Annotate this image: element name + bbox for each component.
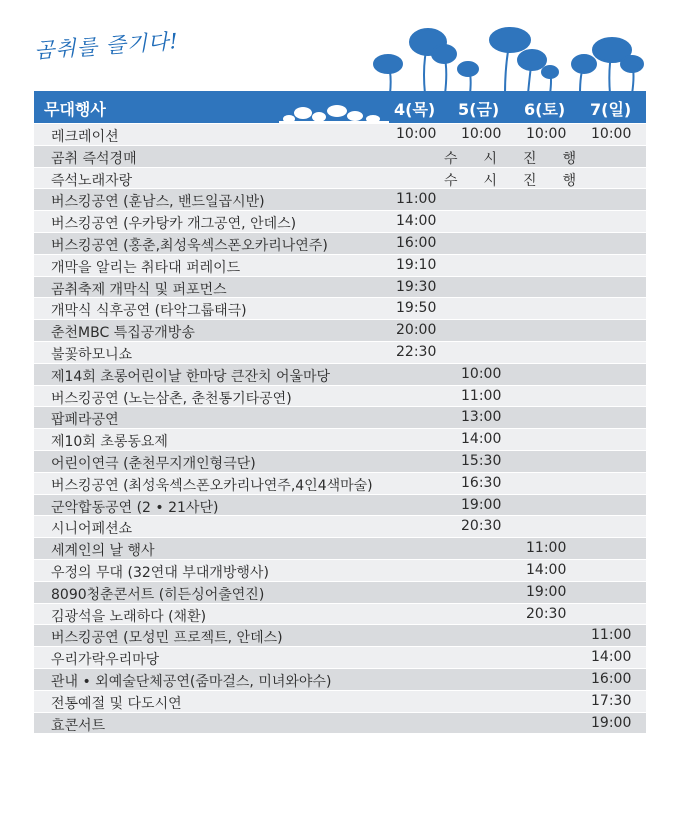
time-cell: 10:00 xyxy=(591,126,632,142)
time-cell: 19:30 xyxy=(396,278,437,295)
time-cell: 10:00 xyxy=(461,126,502,142)
event-name: 효콘서트 xyxy=(51,717,106,734)
table-row xyxy=(34,429,646,451)
event-name: 곰취 즉석경매 xyxy=(51,150,137,167)
table-row xyxy=(34,255,646,277)
table-row xyxy=(34,342,646,364)
time-cell: 20:30 xyxy=(526,605,567,622)
event-name: 8090청춘콘서트 (히든싱어출연진) xyxy=(51,586,265,603)
time-cell: 10:00 xyxy=(461,365,502,382)
table-row xyxy=(34,189,646,211)
schedule-table xyxy=(34,124,646,734)
time-cell: 14:00 xyxy=(461,431,502,448)
time-cell: 13:00 xyxy=(461,409,502,426)
table-row xyxy=(34,168,646,190)
time-cell: 19:50 xyxy=(396,300,437,317)
event-name: 우정의 무대 (32연대 부대개방행사) xyxy=(51,564,269,581)
time-cell: 19:00 xyxy=(591,714,632,731)
time-cell: 14:00 xyxy=(396,213,437,230)
event-name: 제10회 초롱동요제 xyxy=(51,434,168,451)
header-day-sat: 6(토) xyxy=(524,100,566,119)
time-cell: 19:00 xyxy=(461,496,502,513)
table-row xyxy=(34,146,646,168)
event-name: 관내 • 외예술단체공연(줌마걸스, 미녀와야수) xyxy=(51,673,332,690)
time-cell: 14:00 xyxy=(591,649,632,666)
event-name: 개막식 식후공연 (타악그룹태극) xyxy=(51,303,247,320)
brand-title: 곰취를 즐기다! xyxy=(33,28,180,64)
schedule-header xyxy=(34,91,646,123)
event-name: 세계인의 날 행사 xyxy=(51,543,155,560)
time-cell: 10:00 xyxy=(396,126,437,142)
event-name: 군악합동공연 (2 • 21사단) xyxy=(51,499,219,516)
event-name: 팝페라공연 xyxy=(51,412,119,429)
event-name: 버스킹공연 (우카탕카 개그공연, 안데스) xyxy=(51,216,297,233)
time-cell: 11:00 xyxy=(461,387,502,404)
event-name: 버스킹공연 (훈남스, 밴드일곱시반) xyxy=(51,194,265,211)
event-name: 개막을 알리는 취타대 퍼레이드 xyxy=(51,259,241,276)
ongoing-label: 수시진행 xyxy=(444,172,603,189)
time-cell: 17:30 xyxy=(591,692,632,709)
time-cell: 10:00 xyxy=(526,126,567,142)
time-cell: 16:30 xyxy=(461,474,502,491)
ongoing-label: 수시진행 xyxy=(444,150,603,167)
table-row xyxy=(34,538,646,560)
table-row xyxy=(34,386,646,408)
table-row xyxy=(34,364,646,386)
event-name: 즉석노래자랑 xyxy=(51,172,133,189)
table-row xyxy=(34,233,646,255)
event-name: 곰취축제 개막식 및 퍼포먼스 xyxy=(51,281,227,298)
time-cell: 22:30 xyxy=(396,343,437,360)
event-name: 전통예절 및 다도시연 xyxy=(51,695,182,712)
event-name: 버스킹공연 (모성민 프로젝트, 안데스) xyxy=(51,630,283,647)
table-row xyxy=(34,298,646,320)
event-name: 버스킹공연 (최성욱섹스폰오카리나연주,4인4색마술) xyxy=(51,477,373,494)
table-row xyxy=(34,407,646,429)
header-day-sun: 7(일) xyxy=(590,100,632,119)
leaf-decoration-icon xyxy=(370,24,650,94)
table-row xyxy=(34,625,646,647)
event-name: 불꽃하모니쇼 xyxy=(51,346,133,363)
table-row xyxy=(34,473,646,495)
event-name: 춘천MBC 특집공개방송 xyxy=(51,325,195,342)
table-row xyxy=(34,713,646,735)
event-name: 어린이연극 (춘천무지개인형극단) xyxy=(51,455,256,472)
header-day-fri: 5(금) xyxy=(458,100,500,119)
event-name: 레크레이션 xyxy=(51,129,119,145)
table-row xyxy=(34,516,646,538)
time-cell: 20:00 xyxy=(396,322,437,339)
event-name: 제14회 초롱어린이날 한마당 큰잔치 어울마당 xyxy=(51,368,331,385)
time-cell: 11:00 xyxy=(591,627,632,644)
time-cell: 19:10 xyxy=(396,256,437,273)
table-row xyxy=(34,560,646,582)
event-name: 시니어페션쇼 xyxy=(51,521,133,538)
table-row xyxy=(34,691,646,713)
event-name: 버스킹공연 (노는삼촌, 춘천통기타공연) xyxy=(51,390,292,407)
table-row xyxy=(34,647,646,669)
table-row xyxy=(34,582,646,604)
time-cell: 16:00 xyxy=(396,234,437,251)
time-cell: 11:00 xyxy=(396,191,437,208)
table-row xyxy=(34,211,646,233)
time-cell: 16:00 xyxy=(591,670,632,687)
event-name: 김광석을 노래하다 (채환) xyxy=(51,608,207,625)
time-cell: 15:30 xyxy=(461,452,502,469)
time-cell: 20:30 xyxy=(461,518,502,535)
time-cell: 11:00 xyxy=(526,540,567,557)
header-day-thu: 4(목) xyxy=(394,100,436,119)
event-name: 버스킹공연 (홍춘,최성욱섹스폰오카리나연주) xyxy=(51,237,328,254)
event-name: 우리가락우리마당 xyxy=(51,652,160,669)
table-row xyxy=(34,669,646,691)
table-row xyxy=(34,277,646,299)
table-row xyxy=(34,495,646,517)
table-row xyxy=(34,124,646,146)
time-cell: 19:00 xyxy=(526,583,567,600)
time-cell: 14:00 xyxy=(526,561,567,578)
header-title: 무대행사 xyxy=(44,100,106,119)
table-row xyxy=(34,604,646,626)
table-row xyxy=(34,451,646,473)
table-row xyxy=(34,320,646,342)
header-leaf-icon xyxy=(279,97,389,123)
